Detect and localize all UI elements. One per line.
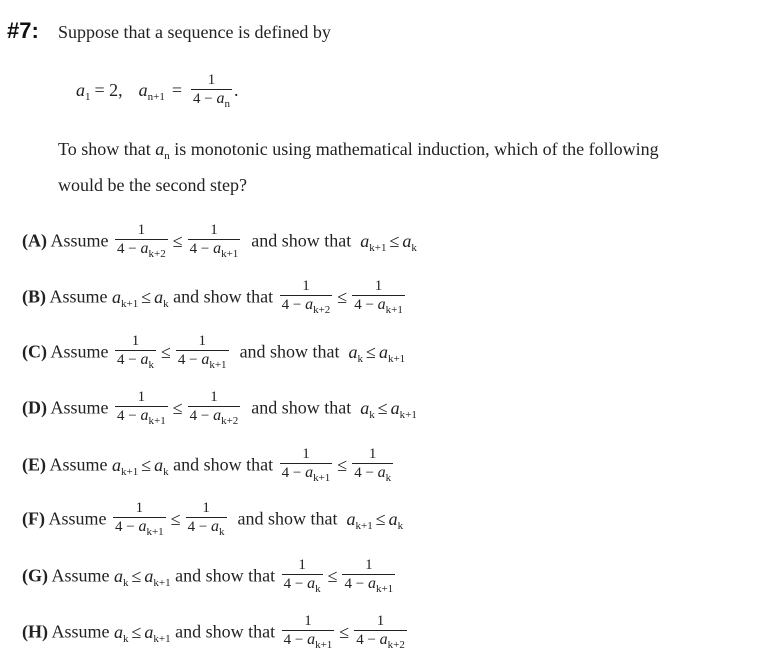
option-b[interactable]: (B) Assume $a_{k+1} \le a_k$ and show that $\frac{1}{4 - a_{k+2}}$ ≤ $\frac{1}{4 - a_{k+1}}$ [22, 278, 407, 319]
option-a[interactable]: (A) Assume $\frac{1}{4 - a_{k+2}}$ ≤ $\frac{1}{4 - a_{k+1}}$ and show that $a_{k+1} \le a_k$ [22, 222, 417, 263]
question-number: #7: [7, 18, 39, 43]
question-intro: Suppose that a sequence is defined by [58, 22, 331, 42]
option-d[interactable]: (D) Assume $\frac{1}{4 - a_{k+1}}$ ≤ $\frac{1}{4 - a_{k+2}}$ and show that $a_k \le a_{k+1}$ [22, 389, 417, 430]
sequence-definition: $a_1 = 2$, $a_{n+1}$ = $\frac{1}{4 - a_n}$ . [76, 72, 239, 113]
option-g[interactable]: (G) Assume $a_k \le a_{k+1}$ and show that $\frac{1}{4 - a_k}$ ≤ $\frac{1}{4 - a_{k+1}}$ [22, 557, 397, 598]
option-c[interactable]: (C) Assume $\frac{1}{4 - a_k}$ ≤ $\frac{1}{4 - a_{k+1}}$ and show that $a_k \le a_{k+1}$ [22, 333, 405, 374]
option-h[interactable]: (H) Assume $a_k \le a_{k+1}$ and show that $\frac{1}{4 - a_{k+1}}$ ≤ $\frac{1}{4 - a_{k+2}}$ [22, 613, 409, 654]
question-stem: To show that $a_n$ is monotonic using mathematical induction, which of the following would be the second step? [58, 139, 659, 195]
option-e[interactable]: (E) Assume $a_{k+1} \le a_k$ and show that $\frac{1}{4 - a_{k+1}}$ ≤ $\frac{1}{4 - a_k}$ [22, 446, 395, 487]
option-f[interactable]: (F) Assume $\frac{1}{4 - a_{k+1}}$ ≤ $\frac{1}{4 - a_k}$ and show that $a_{k+1} \le a_k$ [22, 500, 403, 541]
